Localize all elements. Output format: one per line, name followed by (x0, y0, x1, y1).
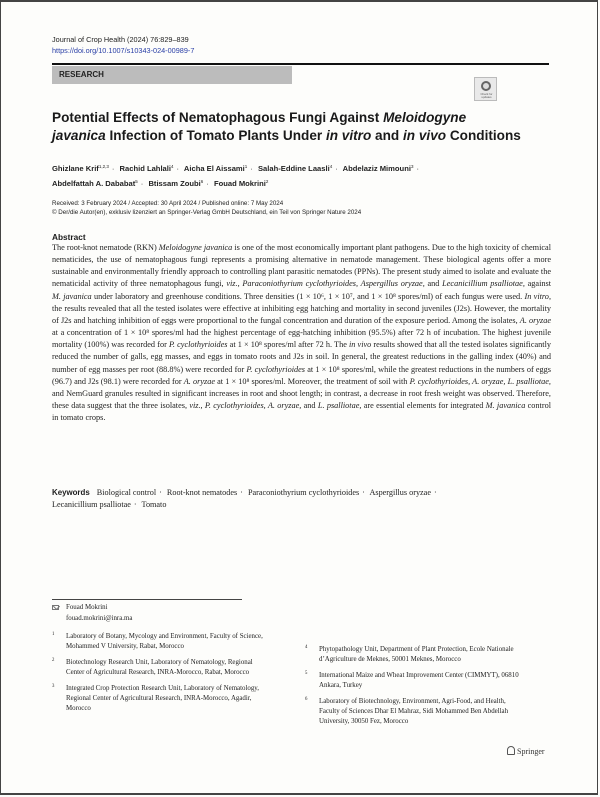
abstract-text-run: against (524, 279, 552, 289)
abstract-italic-run: In vitro (524, 291, 549, 301)
keyword: Biological control (96, 488, 157, 497)
separator: · (140, 178, 144, 188)
separator: · (111, 164, 115, 173)
abstract-text-run: , (200, 401, 205, 411)
author[interactable] (258, 164, 332, 173)
author[interactable] (52, 164, 109, 173)
article-title (52, 109, 552, 145)
separator: · (176, 164, 180, 173)
author-name: Abdelaziz Mimouni (342, 164, 411, 173)
author[interactable] (52, 179, 138, 188)
affiliation (52, 658, 267, 678)
affiliation-text: Integrated Crop Protection Research Unit, Laboratory of Nematology, Regional Center of Agricultural Research, INRA-Morocco, Agadir, Morocco (66, 685, 260, 712)
abstract-text-run: is one of the most economically important plant pathogens. Due to the high toxicity of chemical nematicides, the use of nematophagous fungi represents a promising alternative in nematode management. These biological agents offer a more sustainable and environmentally friendly approach to controlling plant parasitic nematodes (PPNs). The present study aimed to isolate and evaluate the nematicidal activity of three nematophagous fungi, (52, 243, 552, 289)
author-affiliation-marker: 3 (410, 164, 414, 169)
separator: · (416, 164, 419, 173)
author-affiliation-marker: 4 (329, 164, 333, 169)
author-name: Ghizlane Krif (52, 164, 99, 173)
affiliation (52, 684, 267, 714)
abstract-text-run: and NemGuard granules resulted in significant increases in root and shoot length; in contrast, a decrease in root fresh weight was observed. Therefore, these data suggest that the three isolates, (52, 388, 551, 411)
author-name: Rachid Lahlali (119, 164, 171, 173)
author[interactable] (120, 164, 174, 173)
author[interactable] (148, 179, 203, 188)
corresponding-author-name: Fouad Mokrini (66, 604, 108, 611)
abstract-text-run: The root-knot nematode (RKN) (52, 243, 159, 252)
abstract-italic-run: M. javanica (485, 401, 526, 411)
keyword: Tomato (141, 500, 167, 509)
separator: · (133, 500, 137, 509)
publication-info (52, 199, 552, 217)
affiliation-number: 6 (305, 697, 308, 702)
author-affiliation-marker: 5 (135, 178, 138, 184)
title-italic: in vivo (403, 128, 447, 143)
author-name: Btissam Zoubi (148, 178, 201, 188)
affiliation (52, 632, 267, 652)
keywords-section (52, 487, 551, 511)
abstract-text-run: results showed that all the tested isolates significantly reduced the number of galls, egg masses, and eggs in tomato roots and J2s in soil. In general, the greatest reductions in the galling index (40%) and number of egg masses per root (88.8%) were recorded for (52, 340, 552, 374)
keyword: Root-knot nematodes (166, 488, 238, 497)
author[interactable] (184, 164, 247, 173)
separator: · (362, 488, 365, 497)
affiliation-number: 3 (52, 684, 55, 689)
abstract-italic-run: viz. (189, 401, 201, 411)
separator: · (206, 178, 209, 188)
author-affiliation-marker: 1,2,3 (98, 164, 109, 169)
author[interactable] (214, 179, 268, 188)
abstract-text-run: at 1 × 10⁸ spores/ml after 72 h. The (227, 340, 349, 350)
footnote-rule (52, 599, 242, 600)
header-rule (52, 63, 549, 65)
affiliation-text: Biotechnology Research Unit, Laboratory of Nematology, Regional Center of Agricultural Research, INRA-Morocco, Rabat, Morocco (66, 659, 253, 676)
affiliations-right (305, 645, 520, 733)
affiliation-number: 2 (52, 658, 55, 663)
crossmark-label: Check for updates (480, 92, 493, 99)
copyright-notice: © Der/die Autor(en), exklusiv lizenziert an Springer-Verlag GmbH Deutschland, ein Teil von Springer Nature 2024 (52, 209, 362, 216)
abstract-italic-run: P. cyclothyrioides (168, 340, 228, 350)
abstract-italic-run: Paraconiothyrium cyclothyrioides, Aspergillus oryzae, (242, 279, 425, 289)
affiliation (305, 697, 520, 727)
corresponding-author-email[interactable]: fouad.mokrini@inra.ma (66, 614, 133, 622)
author-affiliation-marker: 6 (200, 178, 204, 184)
author-name: Fouad Mokrini (213, 178, 266, 188)
separator: · (433, 488, 437, 497)
abstract-italic-run: A. oryzae (183, 376, 215, 386)
affiliations-left (52, 632, 267, 720)
abstract-text-run: at 1 × 10⁸ spores/ml, while the greatest reductions in the numbers of eggs (96.7) and J2s (98.1) were recorded for (52, 364, 552, 386)
separator: · (159, 488, 162, 497)
abstract-text-run: , are essential elements for integrated (359, 401, 486, 411)
correspondence (52, 603, 292, 624)
affiliation-text: International Maize and Wheat Improvement Center (CIMMYT), 06810 Ankara, Turkey (319, 672, 519, 689)
article-type-band: RESEARCH (52, 66, 292, 84)
publication-history: Received: 3 February 2024 / Accepted: 30 April 2024 / Published online: 7 May 2024 (52, 200, 284, 207)
abstract-italic-run: A. oryzae (519, 315, 551, 325)
author-affiliation-marker: 4 (171, 164, 174, 169)
author-affiliation-marker: 1 (244, 164, 248, 169)
title-italic: javanica (52, 128, 106, 143)
envelope-icon (52, 605, 59, 610)
affiliation-number: 4 (305, 645, 308, 650)
author[interactable] (343, 164, 414, 173)
abstract-text-run: under laboratory and greenhouse conditions. Three densities (1 × 10⁶, 1 × 10⁷, and 1 × 10⁸ spores/ml) of each fungus were used. (91, 291, 525, 301)
separator: · (240, 488, 243, 497)
affiliation-text: Laboratory of Biotechnology, Environment, Agri-Food, and Health, Faculty of Sciences Dhar El Mahraz, Sidi Mohammed Ben Abdellah University, 30050 Fez, Morocco (319, 698, 509, 725)
abstract-italic-run: in vivo (349, 340, 372, 350)
crossmark-button[interactable] (474, 77, 497, 101)
crossmark-icon (481, 81, 491, 91)
abstract-italic-run: Lecanicillium psalliotae, (442, 279, 525, 289)
author-name: Salah-Eddine Laasli (257, 164, 330, 173)
author-affiliation-marker: 2 (265, 178, 269, 184)
title-text: Infection of Tomato Plants Under (105, 128, 326, 143)
abstract-text-run: and (424, 279, 443, 289)
abstract-italic-run: P. cyclothyrioides (246, 364, 306, 374)
title-text: Potential Effects of Nematophagous Fungi Against (52, 110, 384, 125)
abstract-text-run: control in tomato crops. (52, 401, 551, 423)
abstract-text-run: at 1 × 10⁸ spores/ml. Moreover, the treatment of soil with (215, 376, 410, 386)
doi-link[interactable]: https://doi.org/10.1007/s10343-024-00989-7 (52, 46, 195, 55)
abstract-italic-run: L. psalliotae (317, 401, 360, 411)
abstract-text-run: at a concentration of 1 × 10⁸ spores/ml had the highest percentage of egg-hatching inhibition (95.5%) after 72 h of incubation. The highest juvenile mortality (100%) was recorded for (52, 328, 551, 350)
affiliation (305, 645, 520, 665)
author-name: Aicha El Aissami (183, 164, 245, 173)
title-italic: Meloidogyne (383, 110, 467, 125)
keywords-label: Keywords (52, 488, 90, 497)
affiliation-text: Phytopathology Unit, Department of Plant Protection, Ecole Nationale d’Agriculture de Meknes, 50001 Meknes, Morocco (319, 646, 514, 663)
affiliation-text: Laboratory of Botany, Mycology and Environment, Faculty of Science, Mohammed V University, Rabat, Morocco (66, 633, 263, 650)
abstract-text-run: and (301, 401, 318, 411)
keyword: Aspergillus oryzae (369, 488, 431, 497)
abstract-italic-run: Meloidogyne javanica (158, 243, 233, 252)
keyword: Lecanicillium psalliotae (52, 500, 131, 509)
journal-citation: Journal of Crop Health (2024) 76:829–839 (52, 35, 189, 44)
publisher-name: Springer (517, 747, 545, 756)
abstract-heading: Abstract (52, 232, 86, 242)
affiliation-number: 5 (305, 671, 308, 676)
abstract-text-run: , the results revealed that all the tested isolates were effective at inhibiting egg hatching and mortality in second juveniles (J2s). However, the mortality of J2s and hatching inhibition of eggs were proportional to the fungal concentration and duration of the exposure period. Among the isolates, (52, 291, 551, 325)
abstract-body (52, 242, 551, 424)
keyword: Paraconiothyrium cyclothyrioides (247, 488, 360, 497)
abstract-italic-run: viz. (226, 279, 238, 289)
publisher-logo (507, 746, 545, 756)
title-text: Conditions (446, 128, 521, 143)
title-text: and (371, 128, 404, 143)
affiliation-number: 1 (52, 632, 55, 637)
abstract-paragraph (52, 242, 551, 424)
title-italic: in vitro (325, 128, 372, 143)
separator: · (250, 164, 253, 173)
abstract-italic-run: M. javanica (52, 291, 92, 301)
affiliation (305, 671, 520, 691)
abstract-text-run: , (237, 279, 243, 289)
author-list (52, 161, 552, 190)
author-name: Abdelfattah A. Dababat (52, 178, 136, 188)
abstract-italic-run: P. cyclothyrioides, A. oryzae, (204, 401, 302, 411)
abstract-italic-run: P. cyclothyrioides, A. oryzae, L. psalliotae, (409, 376, 551, 386)
springer-horse-icon (507, 746, 515, 755)
separator: · (335, 164, 338, 173)
